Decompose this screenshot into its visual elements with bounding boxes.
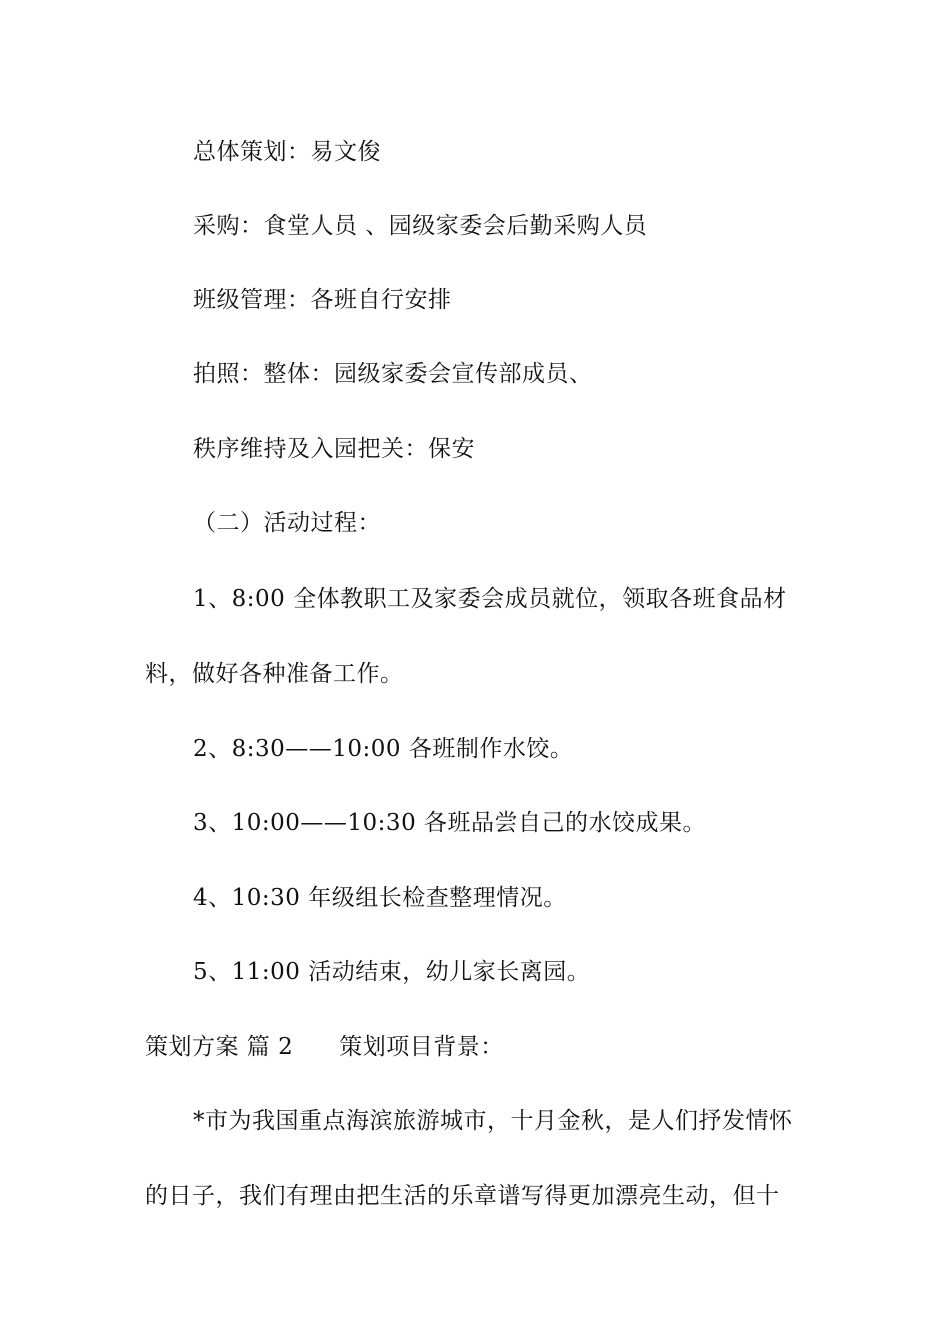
text-line: *市为我国重点海滨旅游城市，十月金秋，是人们抒发情怀 [193, 1108, 793, 1134]
section-heading [145, 1032, 810, 1062]
text-line: 采购：食堂人员 、园级家委会后勤采购人员 [193, 213, 648, 239]
text-line: 3、10:00——10:30 各班品尝自己的水饺成果。 [193, 810, 707, 836]
text-line: 班级管理：各班自行安排 [193, 287, 452, 313]
section-subtitle: 策划项目背景： [339, 1034, 504, 1060]
text-line: 总体策划：易文俊 [193, 139, 381, 165]
text-line: 2、8:30——10:00 各班制作水饺。 [193, 736, 574, 762]
text-line: 4、10:30 年级组长检查整理情况。 [193, 885, 567, 911]
text-line: 1、8:00 全体教职工及家委会成员就位，领取各班食品材 [193, 586, 787, 612]
section-title: 策划方案 篇 2 [145, 1034, 294, 1060]
text-line: 5、11:00 活动结束，幼儿家长离园。 [193, 959, 591, 985]
text-line: 的日子，我们有理由把生活的乐章谱写得更加漂亮生动，但十 [145, 1183, 780, 1209]
text-line: 拍照：整体：园级家委会宣传部成员、 [193, 361, 593, 387]
subsection-heading: （二）活动过程： [193, 510, 381, 536]
text-line: 秩序维持及入园把关：保安 [193, 436, 475, 462]
text-line: 料，做好各种准备工作。 [145, 661, 404, 687]
